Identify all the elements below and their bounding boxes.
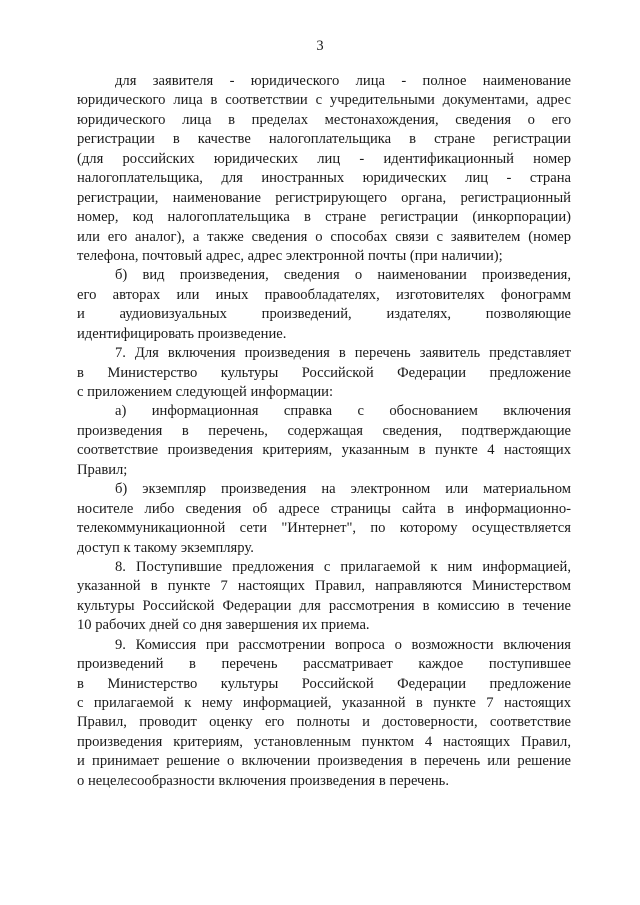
- text-line: и принимает решение о включении произведения в перечень или решение: [77, 753, 571, 770]
- text-line: Правил, проводит оценку его полноты и достоверности, соответствие: [77, 714, 571, 731]
- text-line: налогоплательщика, для иностранных юридических лиц - страна: [77, 170, 571, 187]
- text-line: доступ к такому экземпляру.: [77, 539, 254, 556]
- text-line: 10 рабочих дней со дня завершения их приема.: [77, 617, 370, 634]
- text-line: его авторах или иных правообладателях, изготовителях фонограмм: [77, 286, 571, 303]
- text-line: произведений в перечень рассматривает каждое поступившее: [77, 656, 571, 673]
- text-line: о нецелесообразности включения произведения в перечень.: [77, 772, 449, 789]
- text-line: для заявителя - юридического лица - полное наименование: [115, 73, 571, 89]
- text-line: 9. Комиссия при рассмотрении вопроса о возможности включения: [115, 636, 571, 653]
- text-line: 8. Поступившие предложения с прилагаемой к ним информацией,: [115, 558, 571, 575]
- text-line: б) вид произведения, сведения о наименовании произведения,: [115, 267, 571, 284]
- text-line: и аудиовизуальных произведений, издателях, позволяющие: [77, 306, 571, 323]
- page-number: 3: [316, 38, 324, 54]
- text-line: б) экземпляр произведения на электронном или материальном: [115, 481, 571, 498]
- text-line: с прилагаемой к нему информацией, указанной в пункте 7 настоящих: [77, 695, 571, 711]
- text-line: указанной в пункте 7 настоящих Правил, направляются Министерством: [77, 578, 571, 595]
- text-line: или его аналог), а также сведения о способах связи с заявителем (номер: [77, 228, 571, 245]
- text-line: соответствие произведения критериям, указанным в пункте 4 настоящих: [77, 442, 571, 459]
- text-line: номер, код налогоплательщика в стране регистрации (инкорпорации): [77, 209, 571, 226]
- text-line: телефона, почтовый адрес, адрес электронной почты (при наличии);: [77, 247, 503, 264]
- text-line: регистрации, наименование регистрирующего органа, регистрационный: [77, 189, 571, 206]
- text-line: телекоммуникационной сети "Интернет", по которому осуществляется: [77, 520, 571, 537]
- text-line: Правил;: [77, 461, 128, 478]
- text-line: а) информационная справка с обоснованием включения: [115, 403, 571, 420]
- text-line: юридического лица в соответствии с учредительными документами, адрес: [77, 92, 571, 109]
- text-line: в Министерство культуры Российской Федерации предложение: [77, 364, 571, 381]
- text-line: в Министерство культуры Российской Федерации предложение: [77, 675, 571, 692]
- document-body: [77, 72, 571, 791]
- text-line: регистрации в качестве налогоплательщика в стране регистрации: [77, 131, 571, 148]
- text-line: юридического лица в пределах местонахождения, сведения о его: [77, 111, 571, 128]
- text-line: культуры Российской Федерации для рассмотрения в комиссию в течение: [77, 597, 571, 614]
- text-line: носителе либо сведения об адресе страницы сайта в информационно-: [77, 500, 571, 517]
- text-line: 7. Для включения произведения в перечень заявитель представляет: [115, 345, 571, 362]
- text-line: идентифицировать произведение.: [77, 325, 287, 342]
- text-line: произведения критериям, установленным пунктом 4 настоящих Правил,: [77, 733, 571, 750]
- text-line: с приложением следующей информации:: [77, 384, 333, 400]
- text-line: произведения в перечень, содержащая сведения, подтверждающие: [77, 422, 571, 439]
- text-line: (для российских юридических лиц - идентификационный номер: [77, 150, 571, 167]
